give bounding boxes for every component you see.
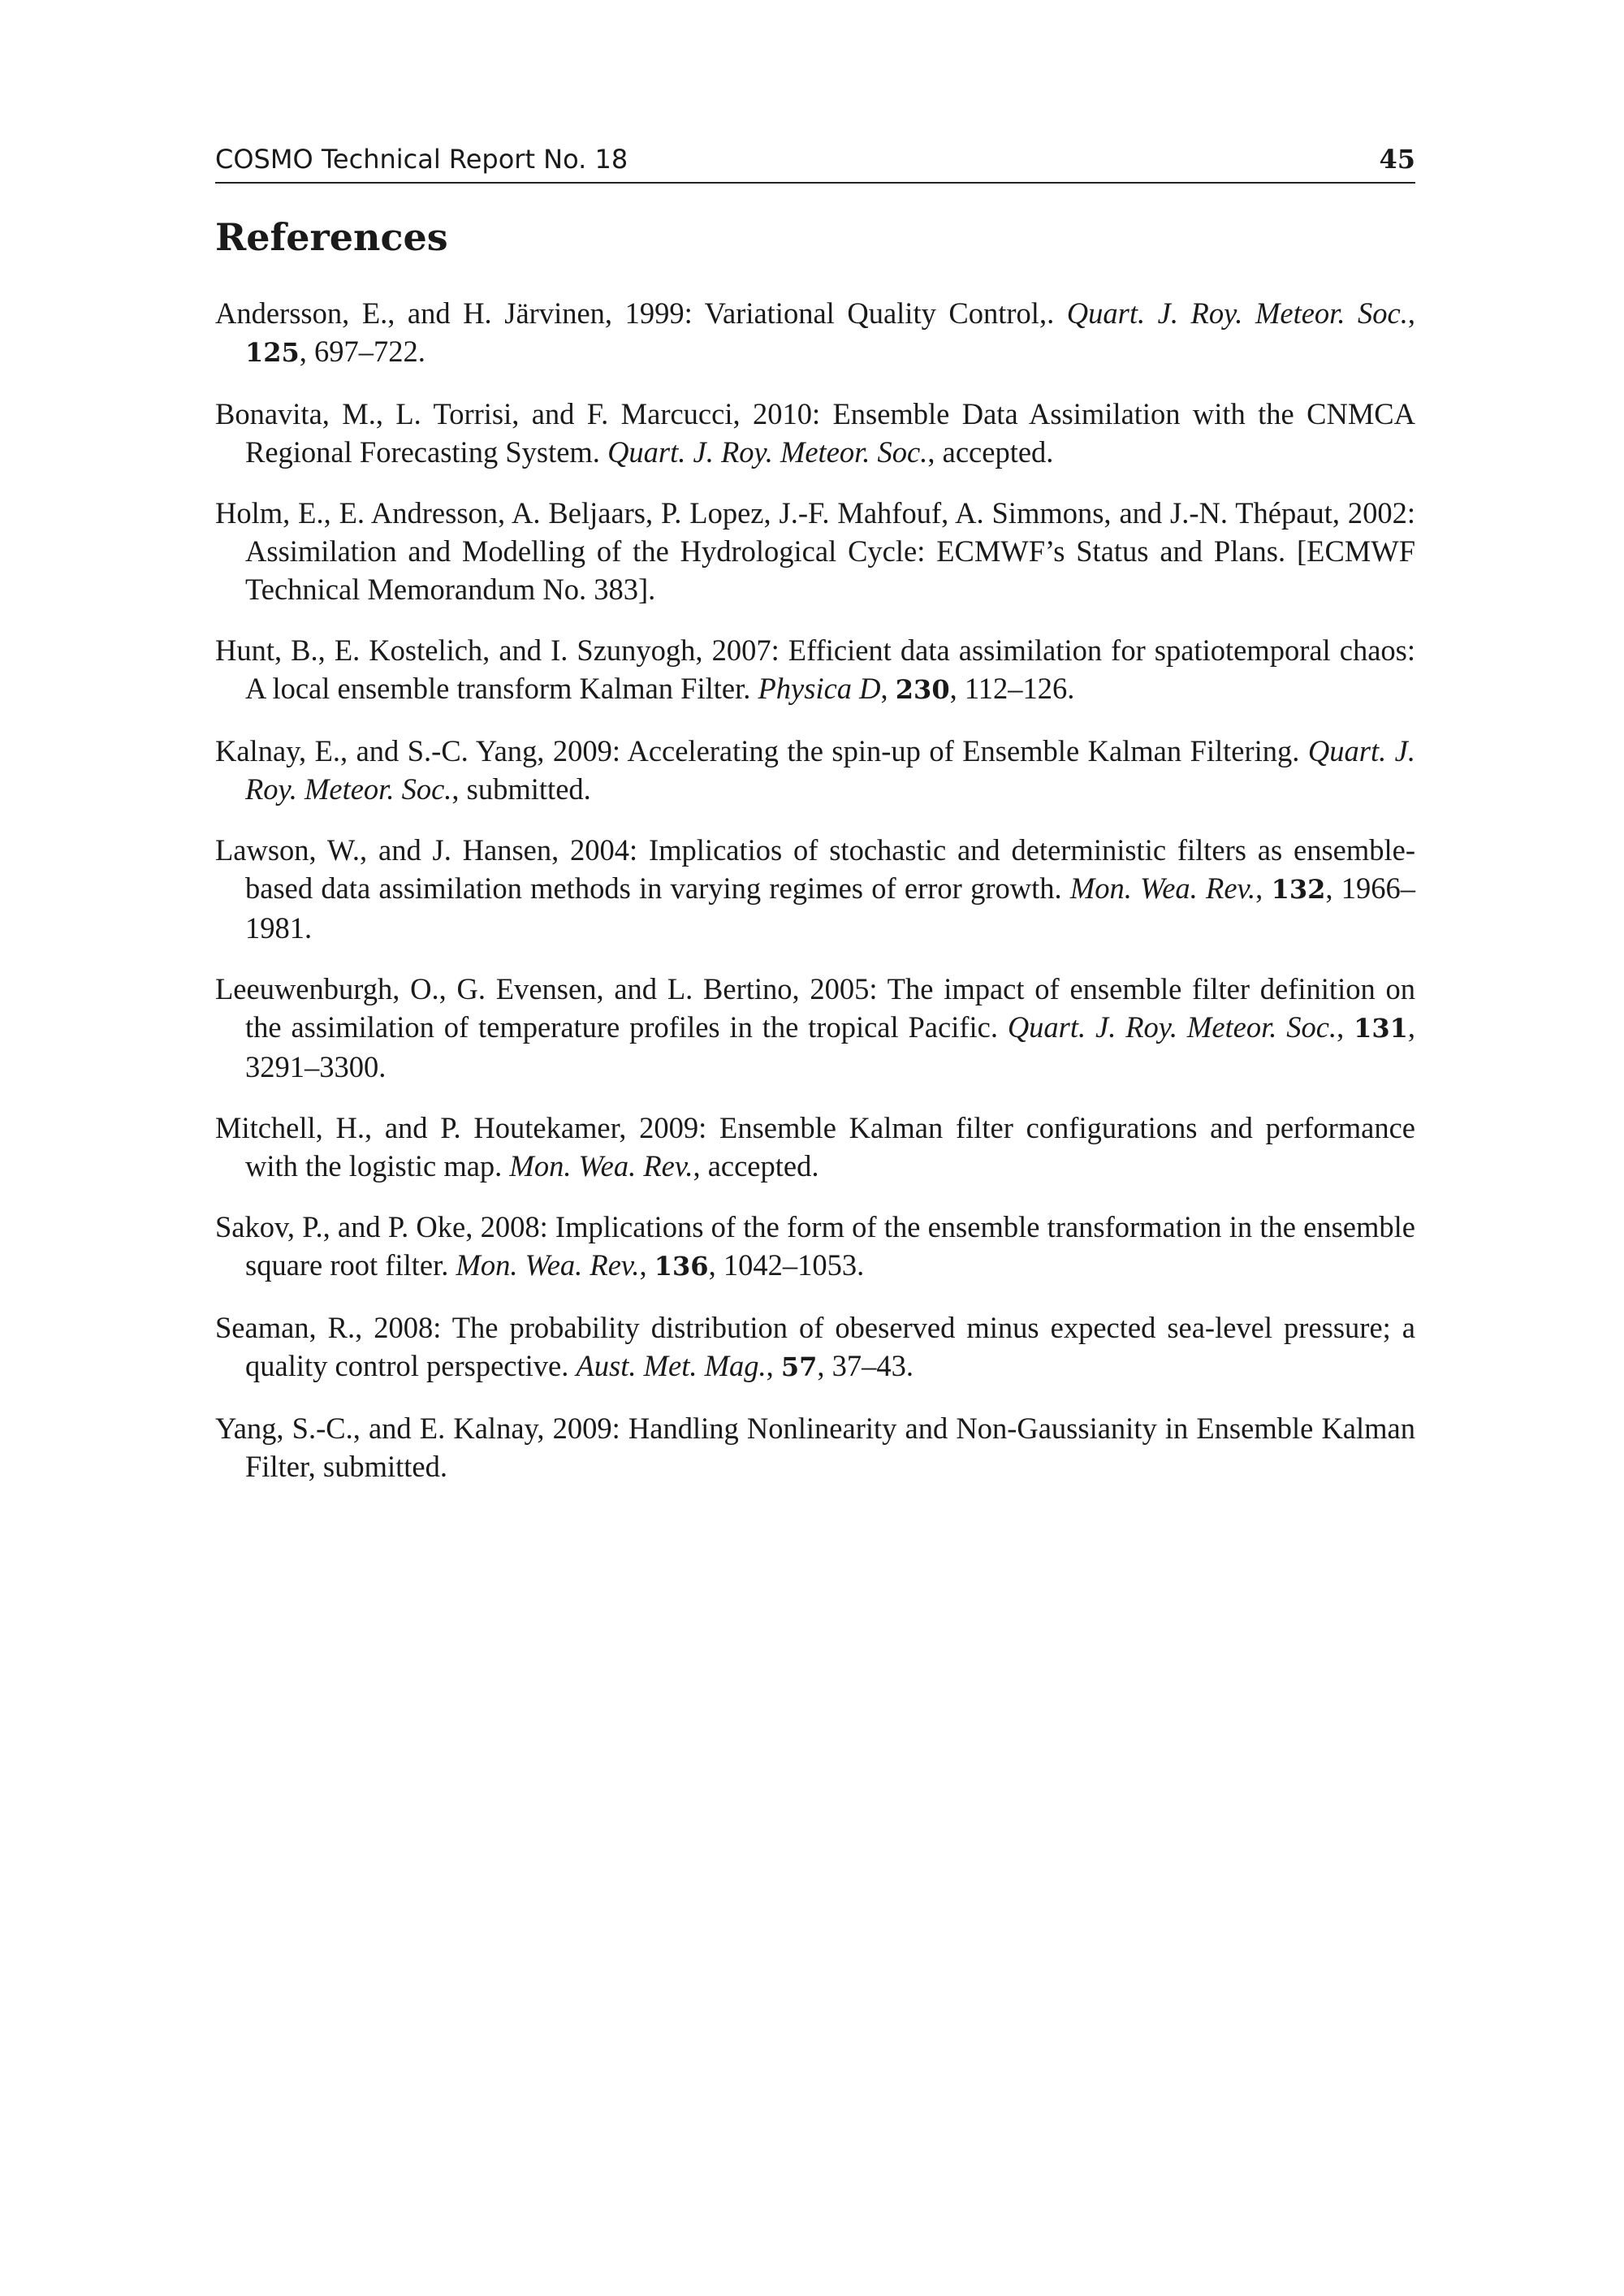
reference-text: Kalnay, E., and S.-C. Yang, 2009: Accelerating the spin-up of Ensemble Kalman Filtering.: [215, 734, 1308, 767]
reference-text: Seaman, R., 2008: The probability distribution of obeserved minus expected sea-level pressure; a quality control perspective.: [215, 1311, 1415, 1382]
reference-status: , accepted.: [693, 1149, 819, 1183]
reference-separator: ,: [880, 672, 896, 705]
journal-name: Quart. J. Roy. Meteor. Soc.: [607, 435, 928, 469]
reference-item: [215, 831, 1415, 947]
reference-item: [215, 1409, 1415, 1485]
journal-name: Mon. Wea. Rev.: [456, 1248, 640, 1282]
reference-item: [215, 732, 1415, 808]
reference-separator: ,: [1407, 296, 1415, 330]
reference-item: [215, 970, 1415, 1086]
page-number: 45: [1379, 144, 1415, 175]
reference-status: , submitted.: [451, 772, 591, 806]
reference-item: [215, 1208, 1415, 1286]
reference-pages: , 1042–1053.: [708, 1248, 865, 1282]
reference-text: Bonavita, M., L. Torrisi, and F. Marcucci, 2010: Ensemble Data Assimilation with the CNMCA Regional Forecasting System.: [215, 397, 1415, 469]
reference-text: Hunt, B., E. Kostelich, and I. Szunyogh, 2007: Efficient data assimilation for spatiotemporal chaos: A local ensemble transform Kalman Filter.: [215, 633, 1415, 705]
volume-number: 125: [245, 337, 300, 368]
journal-name: Quart. J. Roy. Meteor. Soc.: [1066, 296, 1408, 330]
reference-text: Mitchell, H., and P. Houtekamer, 2009: Ensemble Kalman filter configurations and performance with the logistic map.: [215, 1111, 1415, 1183]
reference-status: , accepted.: [927, 435, 1054, 469]
reference-pages: , 112–126.: [949, 672, 1075, 705]
volume-number: 131: [1354, 1013, 1408, 1044]
reference-pages: , 3291–3300.: [245, 1010, 1415, 1083]
reference-text: Holm, E., E. Andresson, A. Beljaars, P. Lopez, J.-F. Mahfouf, A. Simmons, and J.-N. Thépaut, 2002: Assimilation and Modelling of the Hydrological Cycle: ECMWF’s Status and Plans. [ECMWF Technical Memorandum No. 383].: [215, 496, 1415, 606]
reference-pages: , 697–722.: [299, 335, 425, 368]
reference-text: Leeuwenburgh, O., G. Evensen, and L. Bertino, 2005: The impact of ensemble filter definition on the assimilation of temperature profiles in the tropical Pacific.: [215, 972, 1415, 1044]
reference-text: Yang, S.-C., and E. Kalnay, 2009: Handling Nonlinearity and Non-Gaussianity in Ensemble Kalman Filter, submitted.: [215, 1412, 1415, 1483]
volume-number: 230: [895, 674, 950, 705]
journal-name: Mon. Wea. Rev.: [509, 1149, 693, 1183]
journal-name: Quart. J. Roy. Meteor. Soc.: [245, 734, 1415, 806]
reference-text: Sakov, P., and P. Oke, 2008: Implications of the form of the ensemble transformation in the ensemble square root filter.: [215, 1210, 1415, 1282]
reference-pages: , 37–43.: [817, 1349, 914, 1382]
reference-separator: ,: [1255, 871, 1272, 905]
header-title: COSMO Technical Report No. 18: [215, 144, 628, 175]
running-header: [215, 143, 1415, 184]
reference-pages: , 1966–1981.: [245, 871, 1415, 945]
reference-item: [215, 494, 1415, 608]
reference-item: [215, 395, 1415, 471]
reference-item: [215, 294, 1415, 372]
reference-separator: ,: [766, 1349, 781, 1382]
reference-separator: ,: [1337, 1010, 1354, 1044]
journal-name: Aust. Met. Mag.: [576, 1349, 767, 1382]
reference-list: [215, 294, 1415, 1508]
reference-separator: ,: [639, 1248, 654, 1282]
reference-item: [215, 1308, 1415, 1386]
reference-text: Andersson, E., and H. Järvinen, 1999: Variational Quality Control,.: [215, 296, 1067, 330]
section-title: References: [215, 215, 448, 259]
reference-text: Lawson, W., and J. Hansen, 2004: Implicatios of stochastic and deterministic filters as ensemble-based data assimilation methods in varying regimes of error growth.: [215, 833, 1415, 905]
reference-item: [215, 631, 1415, 709]
reference-item: [215, 1109, 1415, 1185]
volume-number: 57: [780, 1351, 818, 1382]
journal-name: Mon. Wea. Rev.: [1069, 871, 1256, 905]
volume-number: 132: [1271, 874, 1326, 905]
journal-name: Quart. J. Roy. Meteor. Soc.: [1007, 1010, 1337, 1044]
journal-name: Physica D: [758, 672, 881, 705]
volume-number: 136: [654, 1251, 709, 1282]
